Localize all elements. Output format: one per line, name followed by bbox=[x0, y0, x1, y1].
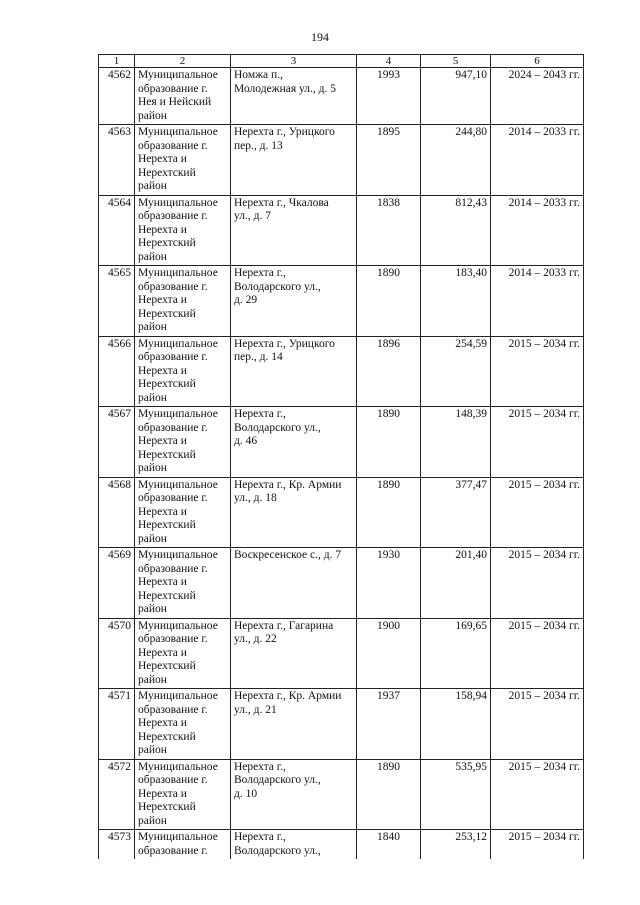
area-cell: 535,95 bbox=[421, 759, 491, 830]
address-cell: Нерехта г., Володарского ул., д. 10 bbox=[231, 759, 357, 830]
table-row bbox=[99, 689, 584, 760]
municipality-cell: Муниципальное образование г. Нерехта и Нерехтский район bbox=[135, 477, 231, 548]
area-cell: 244,80 bbox=[421, 125, 491, 196]
row-number: 4571 bbox=[99, 689, 135, 760]
repair-period-cell: 2015 – 2034 гг. bbox=[491, 759, 584, 830]
area-cell: 377,47 bbox=[421, 477, 491, 548]
area-cell: 183,40 bbox=[421, 266, 491, 337]
repair-period-cell: 2015 – 2034 гг. bbox=[491, 407, 584, 478]
table-row bbox=[99, 548, 584, 619]
row-number: 4572 bbox=[99, 759, 135, 830]
municipality-cell: Муниципальное образование г. Нерехта и Нерехтский район bbox=[135, 548, 231, 619]
year-cell: 1838 bbox=[357, 195, 421, 266]
table-row bbox=[99, 195, 584, 266]
column-header: 3 bbox=[231, 55, 357, 68]
repair-period-cell: 2014 – 2033 гг. bbox=[491, 125, 584, 196]
column-header: 5 bbox=[421, 55, 491, 68]
area-cell: 812,43 bbox=[421, 195, 491, 266]
address-cell: Нерехта г., Гагарина ул., д. 22 bbox=[231, 618, 357, 689]
repair-period-cell: 2015 – 2034 гг. bbox=[491, 830, 584, 860]
year-cell: 1900 bbox=[357, 618, 421, 689]
municipality-cell: Муниципальное образование г. Нерехта и Нерехтский район bbox=[135, 125, 231, 196]
address-cell: Воскресенское с., д. 7 bbox=[231, 548, 357, 619]
area-cell: 947,10 bbox=[421, 68, 491, 125]
address-cell: Нерехта г., Урицкого пер., д. 13 bbox=[231, 125, 357, 196]
address-cell: Номжа п., Молодежная ул., д. 5 bbox=[231, 68, 357, 125]
area-cell: 201,40 bbox=[421, 548, 491, 619]
year-cell: 1890 bbox=[357, 759, 421, 830]
table-row bbox=[99, 68, 584, 125]
address-cell: Нерехта г., Володарского ул., bbox=[231, 830, 357, 860]
housing-registry-table bbox=[98, 54, 584, 859]
table-row bbox=[99, 336, 584, 407]
table-row bbox=[99, 477, 584, 548]
area-cell: 148,39 bbox=[421, 407, 491, 478]
table-row bbox=[99, 125, 584, 196]
row-number: 4569 bbox=[99, 548, 135, 619]
municipality-cell: Муниципальное образование г. Нерехта и Нерехтский район bbox=[135, 689, 231, 760]
municipality-cell: Муниципальное образование г. Нея и Нейский район bbox=[135, 68, 231, 125]
year-cell: 1993 bbox=[357, 68, 421, 125]
header-row bbox=[99, 55, 584, 68]
municipality-cell: Муниципальное образование г. Нерехта и Нерехтский район bbox=[135, 407, 231, 478]
column-header: 1 bbox=[99, 55, 135, 68]
row-number: 4564 bbox=[99, 195, 135, 266]
table-row bbox=[99, 407, 584, 478]
row-number: 4570 bbox=[99, 618, 135, 689]
municipality-cell: Муниципальное образование г. Нерехта и Нерехтский район bbox=[135, 618, 231, 689]
table-row bbox=[99, 266, 584, 337]
repair-period-cell: 2014 – 2033 гг. bbox=[491, 195, 584, 266]
area-cell: 169,65 bbox=[421, 618, 491, 689]
year-cell: 1930 bbox=[357, 548, 421, 619]
column-header: 6 bbox=[491, 55, 584, 68]
area-cell: 158,94 bbox=[421, 689, 491, 760]
row-number: 4568 bbox=[99, 477, 135, 548]
table-row bbox=[99, 830, 584, 860]
year-cell: 1840 bbox=[357, 830, 421, 860]
area-cell: 254,59 bbox=[421, 336, 491, 407]
municipality-cell: Муниципальное образование г. Нерехта и Нерехтский район bbox=[135, 336, 231, 407]
address-cell: Нерехта г., Урицкого пер., д. 14 bbox=[231, 336, 357, 407]
municipality-cell: Муниципальное образование г. Нерехта и Нерехтский район bbox=[135, 266, 231, 337]
year-cell: 1890 bbox=[357, 477, 421, 548]
repair-period-cell: 2014 – 2033 гг. bbox=[491, 266, 584, 337]
column-header: 4 bbox=[357, 55, 421, 68]
area-cell: 253,12 bbox=[421, 830, 491, 860]
page-number: 194 bbox=[311, 30, 329, 44]
municipality-cell: Муниципальное образование г. Нерехта и Нерехтский район bbox=[135, 759, 231, 830]
row-number: 4565 bbox=[99, 266, 135, 337]
table-row bbox=[99, 759, 584, 830]
year-cell: 1937 bbox=[357, 689, 421, 760]
repair-period-cell: 2015 – 2034 гг. bbox=[491, 336, 584, 407]
table-row bbox=[99, 618, 584, 689]
address-cell: Нерехта г., Кр. Армии ул., д. 18 bbox=[231, 477, 357, 548]
row-number: 4573 bbox=[99, 830, 135, 860]
year-cell: 1890 bbox=[357, 407, 421, 478]
repair-period-cell: 2024 – 2043 гг. bbox=[491, 68, 584, 125]
repair-period-cell: 2015 – 2034 гг. bbox=[491, 689, 584, 760]
row-number: 4562 bbox=[99, 68, 135, 125]
year-cell: 1890 bbox=[357, 266, 421, 337]
repair-period-cell: 2015 – 2034 гг. bbox=[491, 548, 584, 619]
municipality-cell: Муниципальное образование г. bbox=[135, 830, 231, 860]
address-cell: Нерехта г., Володарского ул., д. 46 bbox=[231, 407, 357, 478]
address-cell: Нерехта г., Кр. Армии ул., д. 21 bbox=[231, 689, 357, 760]
row-number: 4563 bbox=[99, 125, 135, 196]
address-cell: Нерехта г., Чкалова ул., д. 7 bbox=[231, 195, 357, 266]
column-header: 2 bbox=[135, 55, 231, 68]
row-number: 4567 bbox=[99, 407, 135, 478]
table-body bbox=[99, 68, 584, 860]
repair-period-cell: 2015 – 2034 гг. bbox=[491, 618, 584, 689]
repair-period-cell: 2015 – 2034 гг. bbox=[491, 477, 584, 548]
year-cell: 1896 bbox=[357, 336, 421, 407]
row-number: 4566 bbox=[99, 336, 135, 407]
year-cell: 1895 bbox=[357, 125, 421, 196]
municipality-cell: Муниципальное образование г. Нерехта и Нерехтский район bbox=[135, 195, 231, 266]
address-cell: Нерехта г., Володарского ул., д. 29 bbox=[231, 266, 357, 337]
